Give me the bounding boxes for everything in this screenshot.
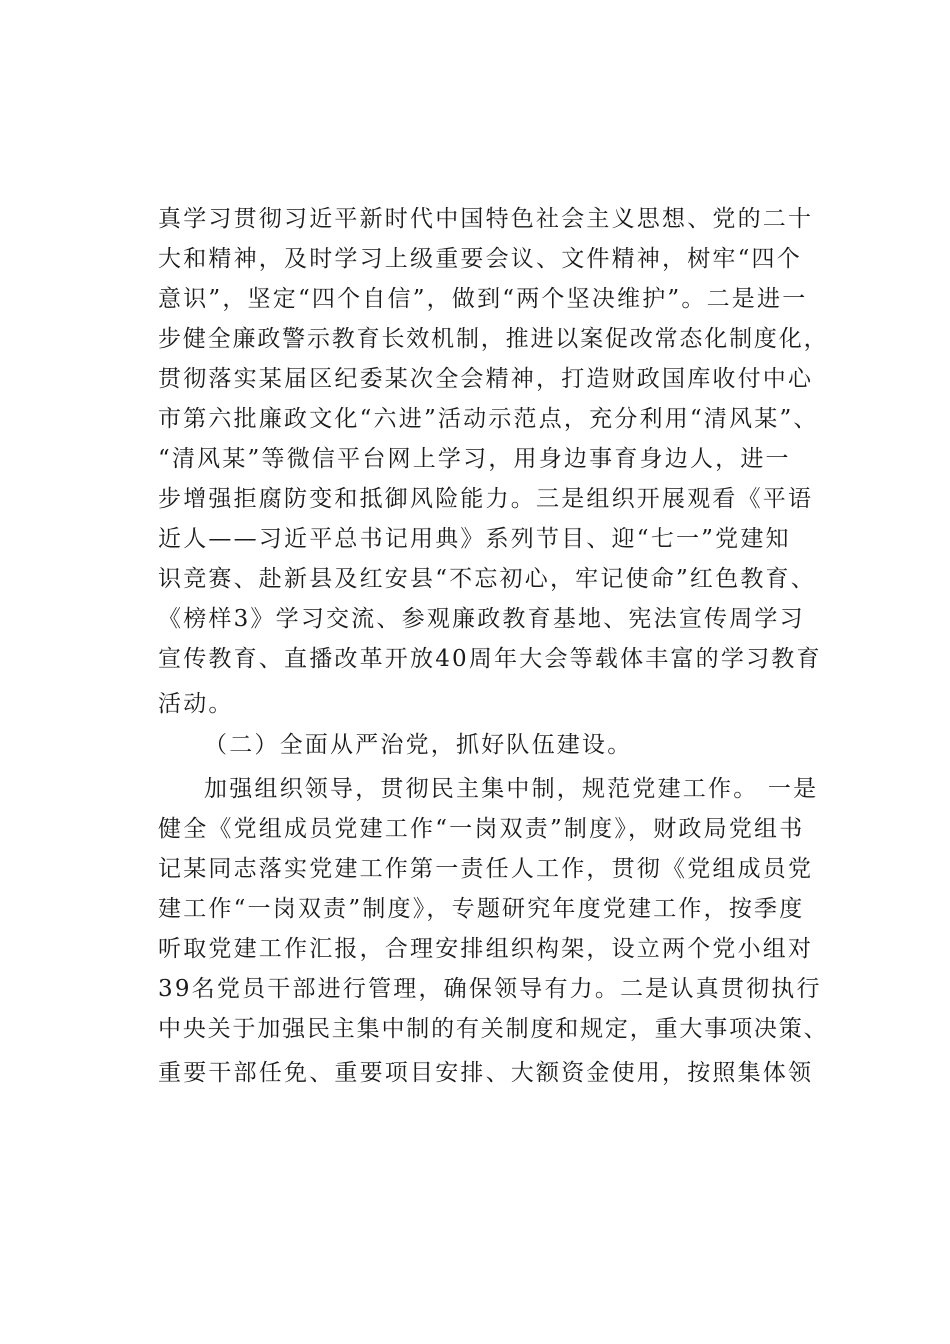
paragraph-2-line-7: 中央关于加强民主集中制的有关制度和规定，重大事项决策、	[158, 1016, 829, 1042]
paragraph-1-line-12: 宣传教育、直播改革开放40周年大会等载体丰富的学习教育	[158, 646, 822, 672]
paragraph-1-line-2: 大和精神，及时学习上级重要会议、文件精神，树牢“四个	[158, 246, 802, 272]
paragraph-1-line-3: 意识”，坚定“四个自信”，做到“两个坚决维护”。二是进一	[158, 286, 808, 312]
paragraph-1-line-6: 市第六批廉政文化“六进”活动示范点，充分利用“清风某”、	[158, 406, 819, 432]
paragraph-1-line-4: 步健全廉政警示教育长效机制，推进以案促改常态化制度化，	[158, 326, 829, 352]
paragraph-1-line-13: 活动。	[158, 691, 234, 717]
paragraph-1-line-10: 识竞赛、赴新县及红安县“不忘初心，牢记使命”红色教育、	[158, 566, 816, 592]
paragraph-1-line-1: 真学习贯彻习近平新时代中国特色社会主义思想、党的二十	[158, 206, 814, 232]
paragraph-1-line-8: 步增强拒腐防变和抵御风险能力。三是组织开展观看《平语	[158, 486, 814, 512]
paragraph-2-line-8: 重要干部任免、重要项目安排、大额资金使用，按照集体领	[158, 1060, 814, 1086]
paragraph-1-line-7: “清风某”等微信平台网上学习，用身边事育身边人，进一	[158, 446, 791, 472]
paragraph-2-line-4: 建工作“一岗双责”制度》，专题研究年度党建工作，按季度	[158, 896, 805, 922]
paragraph-1-line-5: 贯彻落实某届区纪委某次全会精神，打造财政国库收付中心	[158, 366, 814, 392]
paragraph-1-line-9: 近人——习近平总书记用典》系列节目、迎“七一”党建知	[158, 526, 791, 552]
paragraph-2-line-1: 加强组织领导，贯彻民主集中制，规范党建工作。 一是	[204, 776, 819, 802]
paragraph-2-line-3: 记某同志落实党建工作第一责任人工作，贯彻《党组成员党	[158, 856, 814, 882]
paragraph-1-line-11: 《榜样3》学习交流、参观廉政教育基地、宪法宣传周学习	[158, 606, 805, 632]
section-heading-2: （二）全面从严治党，抓好队伍建设。	[204, 732, 633, 758]
paragraph-2-line-2: 健全《党组成员党建工作“一岗双责”制度》，财政局党组书	[158, 816, 805, 842]
paragraph-2-line-6: 39名党员干部进行管理，确保领导有力。二是认真贯彻执行	[158, 976, 822, 1002]
paragraph-2-line-5: 听取党建工作汇报，合理安排组织构架，设立两个党小组对	[158, 936, 814, 962]
